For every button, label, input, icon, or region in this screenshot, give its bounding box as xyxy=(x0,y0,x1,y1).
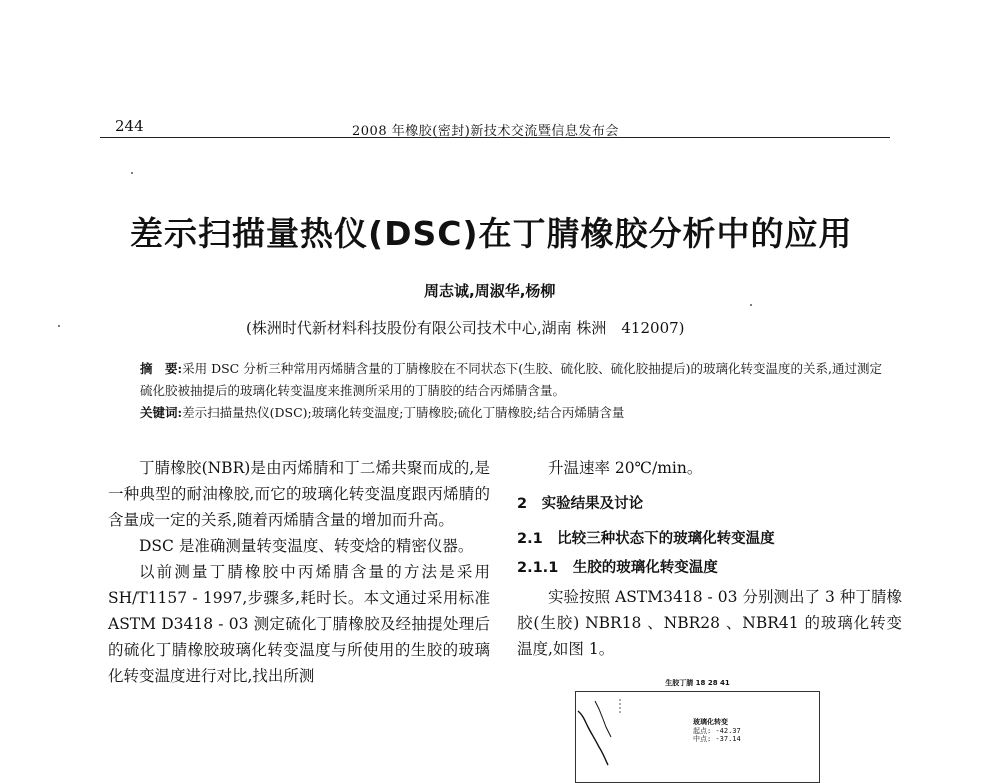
figure-1 xyxy=(575,678,820,760)
intro-paragraph-2: DSC 是准确测量转变温度、转变焓的精密仪器。 xyxy=(139,537,474,555)
section-heading-2-1: 2.1 比较三种状态下的玻璃化转变温度 xyxy=(517,531,775,547)
header-rule xyxy=(100,137,890,138)
scan-speck xyxy=(131,172,133,174)
paper-title: 差示扫描量热仪(DSC)在丁腈橡胶分析中的应用 xyxy=(130,214,853,253)
legend-midpoint: 中点: -37.14 xyxy=(693,735,741,743)
scan-speck xyxy=(750,304,752,306)
legend-onset: 起点: -42.37 xyxy=(693,726,741,735)
intro-paragraph-1: 丁腈橡胶(NBR)是由丙烯腈和丁二烯共聚而成的,是一种典型的耐油橡胶,而它的玻璃化转变温度跟丙烯腈的含量成一定的关系,随着丙烯腈含量的增加而升高。 xyxy=(108,459,490,529)
abstract-label: 摘 要: xyxy=(140,361,183,376)
figure-legend xyxy=(693,718,741,744)
section-heading-2: 2 实验结果及讨论 xyxy=(517,496,644,512)
intro-paragraph-3: 以前测量丁腈橡胶中丙烯腈含量的方法是采用 SH/T1157 - 1997,步骤多,耗时长。本文通过采用标准 ASTM D3418 - 03 测定硫化丁腈橡胶及经抽提处理后的硫化丁腈橡胶玻璃化转变温度与所使用的生胶的玻璃化转变温度进行对比,找出所测 xyxy=(108,563,490,685)
affiliation: (株洲时代新材料科技股份有限公司技术中心,湖南 株洲 412007) xyxy=(246,319,685,337)
keywords xyxy=(140,402,885,424)
left-column xyxy=(108,455,490,689)
figure-caption: 生胶丁腈 18 28 41 xyxy=(665,679,730,687)
keywords-text: 差示扫描量热仪(DSC);玻璃化转变温度;丁腈橡胶;硫化丁腈橡胶;结合丙烯腈含量 xyxy=(182,405,625,420)
abstract xyxy=(140,358,885,402)
scan-speck xyxy=(58,325,60,327)
running-header: 2008 年橡胶(密封)新技术交流暨信息发布会 xyxy=(352,124,619,139)
right-column xyxy=(517,455,902,662)
authors: 周志诚,周淑华,杨柳 xyxy=(424,282,556,300)
page-number: 244 xyxy=(115,117,144,135)
abstract-text: 采用 DSC 分析三种常用丙烯腈含量的丁腈橡胶在不同状态下(生胶、硫化胶、硫化胶抽提后)的玻璃化转变温度的关系,通过测定硫化胶被抽提后的玻璃化转变温度来推测所采用的丁腈胶的结合丙烯腈含量。 xyxy=(140,361,882,398)
results-paragraph: 实验按照 ASTM3418 - 03 分别测出了 3 种丁腈橡胶(生胶) NBR18 、NBR28 、NBR41 的玻璃化转变温度,如图 1。 xyxy=(517,588,902,658)
legend-title: 玻璃化转变 xyxy=(693,718,728,726)
abstract-block xyxy=(140,358,885,424)
heating-rate-line: 升温速率 20℃/min。 xyxy=(548,459,703,477)
section-heading-2-1-1: 2.1.1 生胶的玻璃化转变温度 xyxy=(517,560,718,576)
keywords-label: 关键词: xyxy=(140,405,183,420)
